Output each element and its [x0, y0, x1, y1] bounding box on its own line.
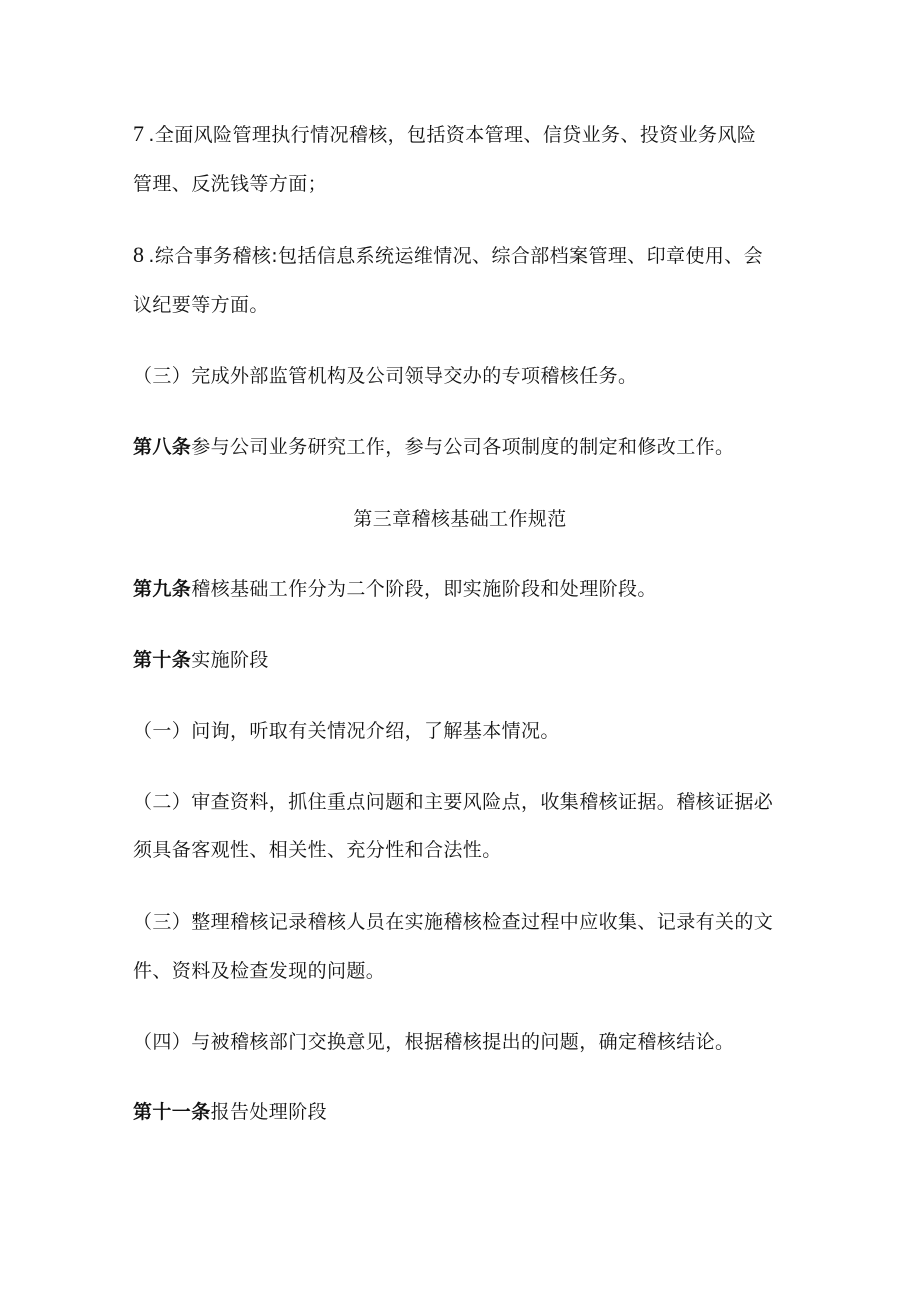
item-7-text: .全面风险管理执行情况稽核，包括资本管理、信贷业务、投资业务风险 — [148, 124, 757, 146]
article-10-text: 实施阶段 — [191, 649, 269, 671]
item-7-line-1 — [133, 122, 756, 147]
article-11 — [133, 1100, 327, 1124]
article-10-label: 第十条 — [133, 649, 192, 671]
section-4: （四）与被稽核部门交换意见，根据稽核提出的问题，确定稽核结论。 — [133, 1031, 735, 1053]
chapter-3-title: 第三章稽核基础工作规范 — [353, 508, 567, 530]
paragraph-san: （三）完成外部监管机构及公司领导交办的专项稽核任务。 — [133, 365, 638, 387]
section-3-line-1: （三）整理稽核记录稽核人员在实施稽核检查过程中应收集、记录有关的文 — [133, 911, 774, 933]
section-2-line-1: （二）审查资料，抓住重点问题和主要风险点，收集稽核证据。稽核证据必 — [133, 791, 774, 813]
article-9 — [133, 577, 657, 601]
section-2-line-2: 须具备客观性、相关性、充分性和合法性。 — [133, 839, 502, 861]
article-8-text: 参与公司业务研究工作，参与公司各项制度的制定和修改工作。 — [191, 436, 735, 458]
article-10 — [133, 648, 269, 672]
item-7-line-2: 管理、反洗钱等方面； — [133, 173, 328, 195]
item-8-line-1 — [133, 243, 763, 268]
section-1: （一）问询，听取有关情况介绍，了解基本情况。 — [133, 720, 560, 742]
item-8-line-2: 议纪要等方面。 — [133, 294, 269, 316]
section-3-line-2: 件、资料及检查发现的问题。 — [133, 960, 386, 982]
article-11-label: 第十一条 — [133, 1101, 211, 1123]
article-8-label: 第八条 — [133, 436, 192, 458]
article-9-label: 第九条 — [133, 578, 192, 600]
article-8 — [133, 435, 734, 459]
item-8-text: .综合事务稽核:包括信息系统运维情况、综合部档案管理、印章使用、会 — [148, 245, 764, 267]
item-8-number: 8 — [133, 242, 145, 267]
article-11-text: 报告处理阶段 — [210, 1101, 328, 1123]
article-9-text: 稽核基础工作分为二个阶段，即实施阶段和处理阶段。 — [191, 578, 657, 600]
item-7-number: 7 — [133, 121, 145, 146]
